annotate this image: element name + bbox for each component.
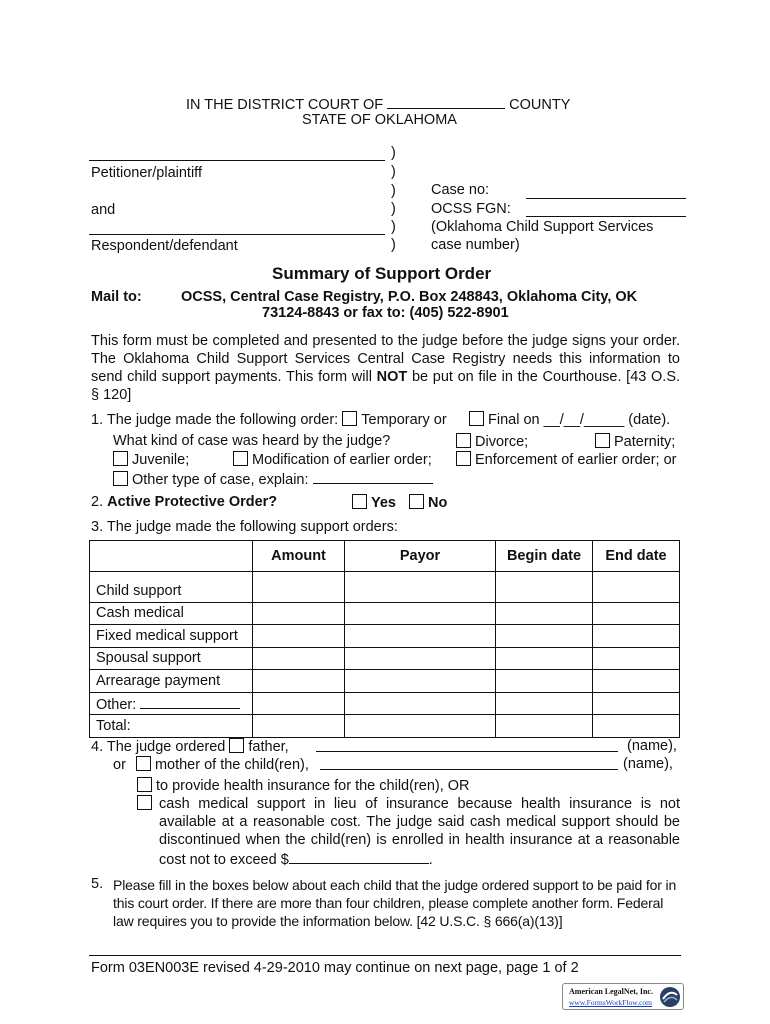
or-label: or	[113, 757, 126, 773]
health-insurance-checkbox[interactable]	[137, 777, 152, 792]
other-type-field[interactable]	[140, 694, 240, 709]
mother-label: mother of the child(ren),	[154, 757, 309, 773]
logo-company-name: American LegalNet, Inc.	[569, 987, 653, 996]
case-no-field[interactable]	[526, 198, 686, 199]
q1-final	[469, 411, 670, 428]
q2-text: Active Protective Order?	[107, 494, 278, 510]
enforcement-label: Enforcement of earlier order; or	[475, 452, 677, 468]
cash-medical-max-field[interactable]	[289, 849, 429, 864]
final-checkbox[interactable]	[469, 411, 484, 426]
table-cell-input[interactable]	[593, 670, 680, 693]
state-heading: STATE OF OKLAHOMA	[302, 112, 457, 128]
cash-medical-paragraph	[159, 795, 680, 869]
table-cell-input[interactable]	[345, 625, 496, 648]
table-row	[90, 625, 680, 648]
ocss-note-2: case number)	[431, 237, 520, 253]
paren-6: )	[391, 237, 396, 253]
table-cell-input[interactable]	[345, 602, 496, 625]
intro-not: NOT	[376, 369, 408, 385]
table-cell-input[interactable]	[253, 625, 345, 648]
table-cell-input[interactable]	[496, 625, 593, 648]
mail-address-line2: 73124-8843 or fax to: (405) 522-8901	[262, 305, 509, 321]
footer-rule	[89, 955, 681, 956]
table-row	[90, 692, 680, 715]
paternity-option	[595, 433, 675, 450]
table-cell-input[interactable]	[253, 692, 345, 715]
q3-line	[91, 519, 398, 535]
enforcement-checkbox[interactable]	[456, 451, 471, 466]
protective-order-yes	[352, 494, 396, 511]
table-header-begin-date: Begin date	[496, 541, 593, 572]
case-question: What kind of case was heard by the judge?	[113, 433, 391, 449]
q4-line2	[113, 756, 309, 773]
row-label-child-support: Child support	[90, 572, 253, 603]
table-row	[90, 715, 680, 738]
row-label-total: Total:	[90, 715, 253, 738]
q5-text: Please fill in the boxes below about each child that the judge ordered support to be paid for in this court order. If there are more than four children, please complete another form. Federal law requires you to provide the information below. [42 U.S.C. § 666(a)(13)]	[113, 877, 677, 929]
divorce-label: Divorce;	[475, 434, 529, 450]
table-cell-input[interactable]	[253, 602, 345, 625]
court-suffix: COUNTY	[509, 97, 571, 113]
temporary-label: Temporary or	[361, 412, 447, 428]
juvenile-option	[113, 451, 189, 468]
father-checkbox[interactable]	[229, 738, 244, 753]
table-cell-input[interactable]	[496, 572, 593, 603]
intro-text-after: be put on file in the Courthouse. [43 O.S. § 120]	[91, 369, 681, 403]
table-cell-input[interactable]	[345, 647, 496, 670]
cash-medical-option	[137, 795, 156, 812]
other-case-option	[113, 469, 433, 488]
table-cell-input[interactable]	[253, 670, 345, 693]
name2-label: (name),	[623, 756, 673, 772]
q5-number: 5.	[91, 876, 104, 892]
ocss-fgn-field[interactable]	[526, 216, 686, 217]
protective-order-no	[409, 494, 447, 511]
final-label: Final on	[488, 412, 540, 428]
table-cell-input[interactable]	[345, 572, 496, 603]
q2-line	[91, 494, 277, 510]
table-cell-input[interactable]	[593, 625, 680, 648]
protective-no-checkbox[interactable]	[409, 494, 424, 509]
row-label-arrearage: Arrearage payment	[90, 670, 253, 693]
other-case-checkbox[interactable]	[113, 471, 128, 486]
petitioner-label: Petitioner/plaintiff	[91, 165, 202, 181]
petitioner-line[interactable]	[89, 160, 385, 161]
table-cell-input[interactable]	[593, 692, 680, 715]
row-label-spousal-support: Spousal support	[90, 647, 253, 670]
footer-form-text: Form 03EN003E revised 4-29-2010 may continue on next page, page 1 of 2	[91, 960, 579, 976]
table-cell-input[interactable]	[253, 572, 345, 603]
paren-3: )	[391, 183, 396, 199]
case-no-label: Case no:	[431, 182, 490, 198]
mother-checkbox[interactable]	[136, 756, 151, 771]
table-cell-input[interactable]	[496, 670, 593, 693]
paren-4: )	[391, 201, 396, 217]
protective-yes-checkbox[interactable]	[352, 494, 367, 509]
q3-text: The judge made the following support orders:	[106, 519, 398, 535]
table-cell-input[interactable]	[345, 692, 496, 715]
mail-to-label: Mail to:	[91, 289, 142, 305]
table-cell-input[interactable]	[593, 602, 680, 625]
table-cell-input[interactable]	[496, 715, 593, 738]
juvenile-label: Juvenile;	[132, 452, 190, 468]
table-cell-input[interactable]	[593, 715, 680, 738]
support-orders-table	[89, 540, 680, 738]
table-header-end-date: End date	[593, 541, 680, 572]
and-label: and	[91, 202, 116, 218]
protective-yes-label: Yes	[371, 495, 396, 511]
respondent-label: Respondent/defendant	[91, 238, 238, 254]
table-cell-input[interactable]	[253, 647, 345, 670]
intro-paragraph	[91, 332, 680, 404]
mail-address-line1: OCSS, Central Case Registry, P.O. Box 248843, Oklahoma City, OK	[181, 289, 638, 305]
county-blank[interactable]	[387, 94, 505, 109]
q4-line1	[91, 738, 289, 755]
protective-no-label: No	[428, 495, 448, 511]
respondent-line[interactable]	[89, 234, 385, 235]
q1-line1	[91, 411, 447, 428]
logo-url[interactable]: www.FormsWorkFlow.com	[569, 998, 653, 1007]
enforcement-option	[456, 451, 676, 468]
table-cell-input[interactable]	[345, 670, 496, 693]
divorce-option	[456, 433, 528, 450]
table-cell-input[interactable]	[496, 692, 593, 715]
table-cell-input[interactable]	[496, 647, 593, 670]
row-other-cell	[90, 692, 253, 715]
q2-number: 2.	[91, 494, 104, 510]
ocss-fgn-label: OCSS FGN:	[431, 201, 511, 217]
q1-number: 1.	[91, 412, 104, 428]
paternity-label: Paternity;	[614, 434, 676, 450]
court-prefix: IN THE DISTRICT COURT OF	[186, 97, 384, 113]
table-cell-input[interactable]	[345, 715, 496, 738]
american-legalnet-logo	[562, 983, 684, 1010]
final-date-label: (date).	[628, 412, 671, 428]
table-header-amount: Amount	[253, 541, 345, 572]
paren-5: )	[391, 219, 396, 235]
name1-label: (name),	[627, 738, 677, 754]
table-row	[90, 647, 680, 670]
row-label-other: Other:	[96, 696, 137, 713]
table-row	[90, 602, 680, 625]
divorce-checkbox[interactable]	[456, 433, 471, 448]
table-cell-input[interactable]	[593, 572, 680, 603]
globe-icon	[659, 986, 681, 1008]
cash-medical-period: .	[428, 852, 433, 868]
row-label-fixed-medical: Fixed medical support	[90, 625, 253, 648]
other-case-label: Other type of case, explain:	[132, 472, 309, 488]
father-label: father,	[248, 739, 289, 755]
court-heading	[186, 94, 570, 113]
modification-option	[233, 451, 432, 468]
juvenile-checkbox[interactable]	[113, 451, 128, 466]
q3-number: 3.	[91, 519, 104, 535]
cash-medical-checkbox[interactable]	[137, 795, 152, 810]
mother-name-field[interactable]	[320, 769, 618, 770]
temporary-checkbox[interactable]	[342, 411, 357, 426]
table-header-payor: Payor	[345, 541, 496, 572]
paternity-checkbox[interactable]	[595, 433, 610, 448]
q4-text: The judge ordered	[106, 739, 226, 755]
health-insurance-option	[137, 777, 470, 794]
table-row	[90, 572, 680, 603]
table-header-row	[90, 541, 680, 572]
table-header-blank	[90, 541, 253, 572]
father-name-field[interactable]	[316, 751, 618, 752]
form-title: Summary of Support Order	[272, 264, 492, 283]
modification-checkbox[interactable]	[233, 451, 248, 466]
table-row	[90, 670, 680, 693]
q4-number: 4.	[91, 739, 104, 755]
other-case-explain-field[interactable]	[313, 469, 433, 484]
ocss-note-1: (Oklahoma Child Support Services	[431, 219, 654, 235]
q1-text: The judge made the following order:	[106, 412, 339, 428]
health-insurance-label: to provide health insurance for the child(ren), OR	[156, 778, 470, 794]
intro-text-before: This form must be completed and presented to the judge before the judge signs your order. The Oklahoma Child Support Services Central Case Registry needs this information to send child support payments. This form will	[91, 333, 680, 385]
cash-medical-text: cash medical support in lieu of insurance because health insurance is not available at a reasonable cost. The judge said cash medical support should be discontinued when the child(ren) is enrolled in health insurance at a reasonable cost not to exceed $	[159, 796, 680, 868]
paren-1: )	[391, 145, 396, 161]
final-date-blanks[interactable]: __/__/_____	[543, 412, 625, 428]
row-label-cash-medical: Cash medical	[90, 602, 253, 625]
table-cell-input[interactable]	[253, 715, 345, 738]
paren-2: )	[391, 164, 396, 180]
modification-label: Modification of earlier order;	[252, 452, 432, 468]
table-cell-input[interactable]	[496, 602, 593, 625]
table-cell-input[interactable]	[593, 647, 680, 670]
